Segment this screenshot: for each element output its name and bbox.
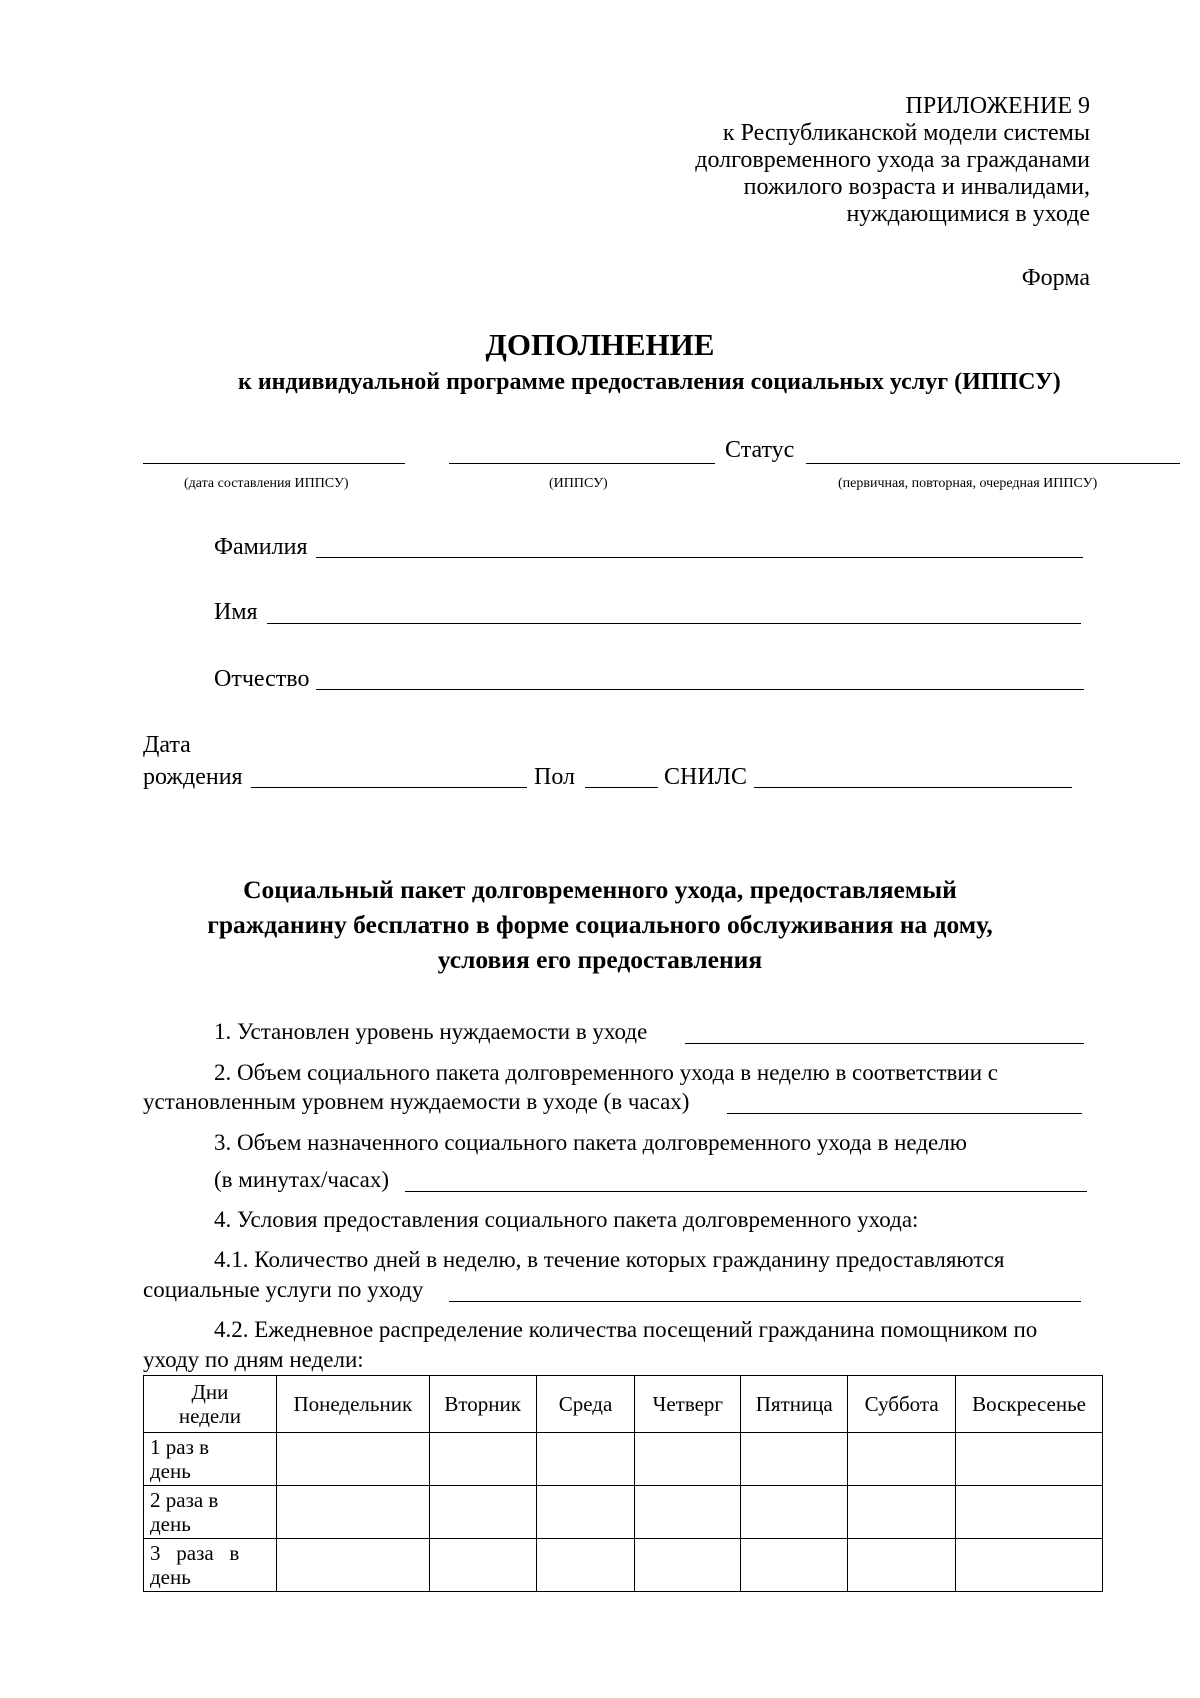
table-row (144, 1539, 1103, 1592)
name-field-line[interactable] (267, 623, 1081, 624)
document-subtitle: к индивидуальной программе предоставления социальных услуг (ИППСУ) (238, 369, 1061, 395)
item-4-1-field-line[interactable] (449, 1301, 1081, 1302)
table-cell[interactable] (635, 1433, 741, 1486)
row-header (144, 1486, 277, 1539)
birthdate-field-line[interactable] (251, 787, 527, 788)
table-cell[interactable] (956, 1433, 1103, 1486)
row-label-line2: день (150, 1459, 191, 1483)
table-cell[interactable] (635, 1486, 741, 1539)
row-header (144, 1539, 277, 1592)
table-row (144, 1433, 1103, 1486)
corner-label-line1: Дни (191, 1380, 229, 1404)
row-label-line2: день (150, 1512, 191, 1536)
ippsu-caption: (ИППСУ) (549, 476, 608, 491)
birth-label-line2: рождения (143, 764, 243, 790)
table-cell[interactable] (848, 1539, 956, 1592)
item-2-text-line1: 2. Объем социального пакета долговременного ухода в неделю в соответствии с (214, 1060, 998, 1085)
document-title: ДОПОЛНЕНИЕ (485, 327, 715, 362)
table-cell[interactable] (429, 1539, 536, 1592)
sex-field-line[interactable] (585, 787, 658, 788)
day-header: Воскресенье (956, 1376, 1103, 1433)
patronymic-field-line[interactable] (316, 689, 1084, 690)
item-3-field-line[interactable] (405, 1191, 1087, 1192)
item-4-2-text-line2: уходу по дням недели: (143, 1347, 364, 1372)
day-header: Суббота (848, 1376, 956, 1433)
status-label: Статус (725, 437, 795, 463)
table-header-row (144, 1376, 1103, 1433)
table-cell[interactable] (848, 1433, 956, 1486)
table-cell[interactable] (848, 1486, 956, 1539)
surname-field-line[interactable] (316, 557, 1083, 558)
table-cell[interactable] (536, 1433, 635, 1486)
appendix-line-1: ПРИЛОЖЕНИЕ 9 (905, 93, 1090, 119)
table-cell[interactable] (276, 1433, 429, 1486)
appendix-line-5: нуждающимися в уходе (846, 201, 1090, 227)
table-cell[interactable] (741, 1433, 848, 1486)
table-corner-cell (144, 1376, 277, 1433)
appendix-line-3: долговременного ухода за гражданами (695, 147, 1090, 173)
item-4-text: 4. Условия предоставления социального пакета долговременного ухода: (214, 1207, 919, 1232)
status-caption: (первичная, повторная, очередная ИППСУ) (838, 476, 1098, 491)
name-label: Имя (214, 599, 258, 625)
row-header (144, 1433, 277, 1486)
item-2-field-line[interactable] (727, 1113, 1082, 1114)
day-header: Среда (536, 1376, 635, 1433)
status-field-line[interactable] (806, 463, 1180, 464)
table-cell[interactable] (536, 1539, 635, 1592)
sex-label: Пол (534, 764, 575, 790)
section-title-line2: гражданину бесплатно в форме социального обслуживания на дому, (207, 910, 993, 939)
table-cell[interactable] (956, 1539, 1103, 1592)
table-cell[interactable] (741, 1539, 848, 1592)
table-cell[interactable] (741, 1486, 848, 1539)
day-header: Четверг (635, 1376, 741, 1433)
date-caption: (дата составления ИППСУ) (184, 476, 349, 491)
item-4-1-text-line2: социальные услуги по уходу (143, 1277, 424, 1302)
appendix-line-4: пожилого возраста и инвалидами, (743, 174, 1090, 200)
appendix-line-2: к Республиканской модели системы (722, 120, 1090, 146)
day-header: Понедельник (276, 1376, 429, 1433)
table-cell[interactable] (536, 1486, 635, 1539)
surname-label: Фамилия (214, 534, 308, 560)
item-4-2-text-line1: 4.2. Ежедневное распределение количества посещений гражданина помощником по (214, 1317, 1038, 1342)
row-label-line2: день (150, 1565, 191, 1589)
table-row (144, 1486, 1103, 1539)
day-header: Пятница (741, 1376, 848, 1433)
patronymic-label: Отчество (214, 666, 310, 692)
table-cell[interactable] (429, 1433, 536, 1486)
item-3-text-line1: 3. Объем назначенного социального пакета долговременного ухода в неделю (214, 1130, 967, 1155)
table-cell[interactable] (429, 1486, 536, 1539)
table-cell[interactable] (635, 1539, 741, 1592)
section-title-line3: условия его предоставления (437, 945, 763, 974)
corner-label-line2: недели (178, 1404, 241, 1428)
form-label: Форма (1021, 265, 1090, 291)
item-3-text-line2: (в минутах/часах) (214, 1167, 390, 1192)
table-cell[interactable] (956, 1486, 1103, 1539)
row-label-line1: 1 раз в (150, 1435, 210, 1459)
snils-field-line[interactable] (754, 787, 1072, 788)
visits-table (143, 1375, 1103, 1592)
row-label-line1: 2 раза в (150, 1488, 219, 1512)
birth-label-line1: Дата (143, 732, 191, 758)
day-header: Вторник (429, 1376, 536, 1433)
item-1-text: 1. Установлен уровень нуждаемости в уходе (214, 1019, 648, 1044)
section-title-line1: Социальный пакет долговременного ухода, предоставляемый (243, 875, 957, 904)
item-1-field-line[interactable] (685, 1043, 1084, 1044)
table-cell[interactable] (276, 1539, 429, 1592)
snils-label: СНИЛС (664, 764, 747, 790)
ippsu-field-line[interactable] (449, 463, 715, 464)
row-label-line1: 3 раза в (150, 1541, 240, 1565)
table-cell[interactable] (276, 1486, 429, 1539)
item-4-1-text-line1: 4.1. Количество дней в неделю, в течение которых гражданину предоставляются (214, 1247, 1005, 1272)
date-field-line[interactable] (143, 463, 405, 464)
item-2-text-line2: установленным уровнем нуждаемости в уходе (в часах) (143, 1089, 690, 1114)
